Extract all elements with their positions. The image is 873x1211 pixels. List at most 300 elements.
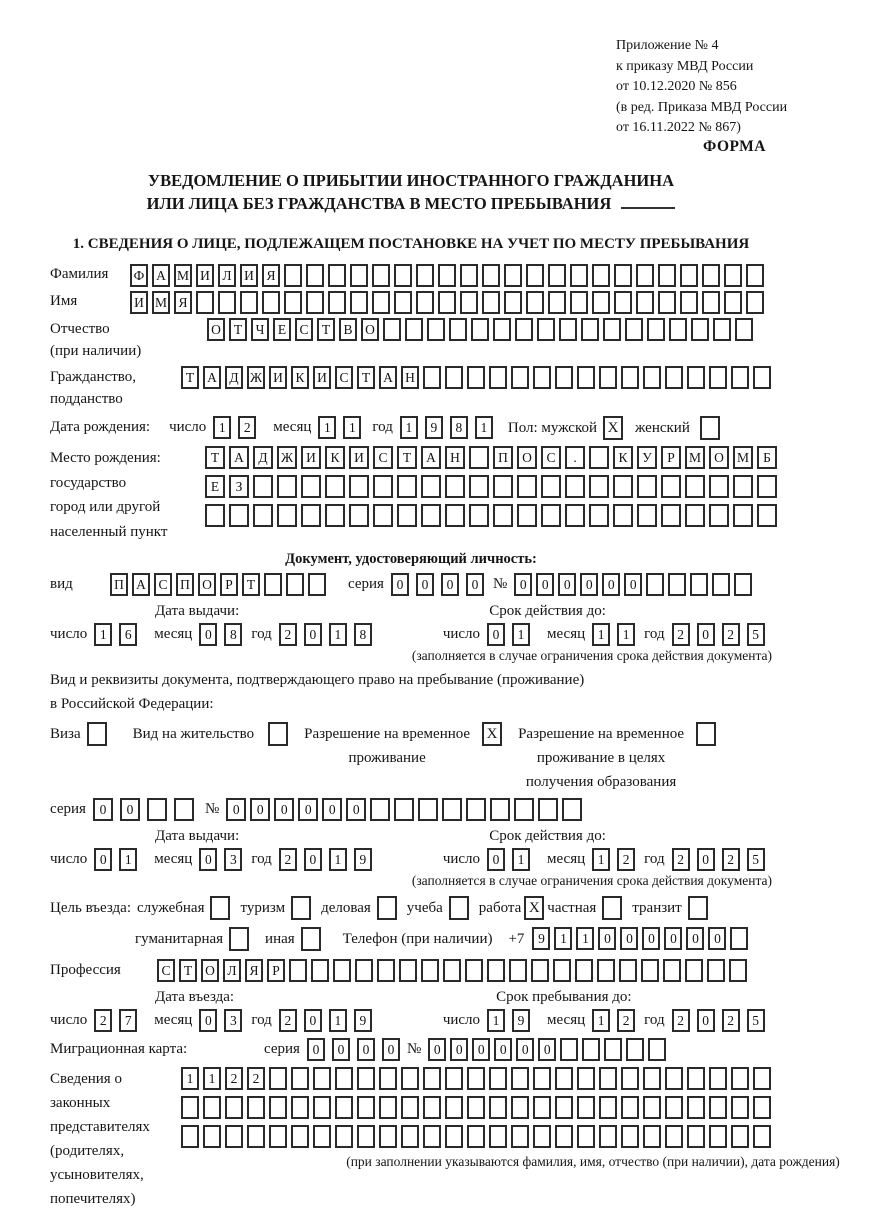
char-cell[interactable] <box>636 291 654 314</box>
representatives-row3-boxes[interactable] <box>181 1125 873 1148</box>
char-cell[interactable]: 2 <box>722 848 740 871</box>
char-cell[interactable] <box>691 318 709 341</box>
char-cell[interactable] <box>599 1067 617 1090</box>
residence-permit-checkbox[interactable] <box>268 722 288 746</box>
res-valid-month-boxes[interactable] <box>592 848 642 871</box>
char-cell[interactable]: 0 <box>120 798 140 821</box>
sex-male-checkbox[interactable] <box>603 416 623 440</box>
char-cell[interactable] <box>291 896 311 920</box>
char-cell[interactable] <box>687 1096 705 1119</box>
char-cell[interactable]: 1 <box>592 1009 610 1032</box>
char-cell[interactable]: 0 <box>304 848 322 871</box>
sex-female-checkbox[interactable] <box>700 416 720 440</box>
char-cell[interactable] <box>277 475 297 498</box>
char-cell[interactable]: К <box>291 366 309 389</box>
char-cell[interactable]: 0 <box>558 573 576 596</box>
char-cell[interactable] <box>643 366 661 389</box>
char-cell[interactable]: 0 <box>428 1038 446 1061</box>
char-cell[interactable] <box>690 573 708 596</box>
char-cell[interactable]: 0 <box>93 798 113 821</box>
char-cell[interactable]: 0 <box>250 798 270 821</box>
char-cell[interactable] <box>643 1067 661 1090</box>
res-series-boxes[interactable] <box>93 798 201 821</box>
purpose-work-checkbox[interactable] <box>524 896 544 920</box>
char-cell[interactable] <box>269 1125 287 1148</box>
char-cell[interactable] <box>687 366 705 389</box>
char-cell[interactable] <box>604 1038 622 1061</box>
char-cell[interactable] <box>469 504 489 527</box>
char-cell[interactable]: Т <box>205 446 225 469</box>
char-cell[interactable] <box>577 366 595 389</box>
char-cell[interactable]: 0 <box>642 927 660 950</box>
char-cell[interactable]: 2 <box>617 1009 635 1032</box>
char-cell[interactable] <box>565 504 585 527</box>
char-cell[interactable]: 0 <box>382 1038 400 1061</box>
char-cell[interactable] <box>87 722 107 746</box>
purpose-private-checkbox[interactable] <box>602 896 622 920</box>
char-cell[interactable] <box>291 1096 309 1119</box>
char-cell[interactable] <box>709 1125 727 1148</box>
char-cell[interactable]: 9 <box>354 1009 372 1032</box>
char-cell[interactable] <box>648 1038 666 1061</box>
char-cell[interactable] <box>313 1125 331 1148</box>
char-cell[interactable]: О <box>517 446 537 469</box>
char-cell[interactable] <box>757 475 777 498</box>
char-cell[interactable] <box>658 291 676 314</box>
char-cell[interactable]: 0 <box>304 623 322 646</box>
char-cell[interactable]: 0 <box>346 798 366 821</box>
char-cell[interactable] <box>541 475 561 498</box>
char-cell[interactable] <box>289 959 307 982</box>
char-cell[interactable] <box>264 573 282 596</box>
char-cell[interactable] <box>225 1096 243 1119</box>
char-cell[interactable] <box>724 264 742 287</box>
char-cell[interactable] <box>350 264 368 287</box>
char-cell[interactable] <box>467 1096 485 1119</box>
char-cell[interactable] <box>592 264 610 287</box>
char-cell[interactable] <box>589 504 609 527</box>
char-cell[interactable] <box>680 264 698 287</box>
char-cell[interactable]: Т <box>242 573 260 596</box>
char-cell[interactable] <box>665 366 683 389</box>
char-cell[interactable]: Я <box>262 264 280 287</box>
char-cell[interactable] <box>349 504 369 527</box>
char-cell[interactable]: 2 <box>279 848 297 871</box>
char-cell[interactable]: А <box>379 366 397 389</box>
char-cell[interactable]: Н <box>401 366 419 389</box>
char-cell[interactable] <box>533 1067 551 1090</box>
char-cell[interactable]: 9 <box>425 416 443 439</box>
char-cell[interactable]: Т <box>357 366 375 389</box>
char-cell[interactable] <box>515 318 533 341</box>
char-cell[interactable] <box>735 318 753 341</box>
char-cell[interactable] <box>465 959 483 982</box>
id-issue-year-boxes[interactable] <box>279 623 379 646</box>
char-cell[interactable] <box>562 798 582 821</box>
char-cell[interactable]: 9 <box>354 848 372 871</box>
birth-month-boxes[interactable] <box>318 416 368 439</box>
char-cell[interactable] <box>504 264 522 287</box>
char-cell[interactable] <box>357 1125 375 1148</box>
char-cell[interactable]: 0 <box>536 573 554 596</box>
char-cell[interactable] <box>349 475 369 498</box>
representatives-row1-boxes[interactable] <box>181 1067 873 1090</box>
char-cell[interactable]: И <box>349 446 369 469</box>
char-cell[interactable]: 0 <box>620 927 638 950</box>
char-cell[interactable] <box>467 1125 485 1148</box>
char-cell[interactable] <box>181 1096 199 1119</box>
char-cell[interactable] <box>445 504 465 527</box>
char-cell[interactable] <box>306 264 324 287</box>
char-cell[interactable]: 0 <box>472 1038 490 1061</box>
char-cell[interactable]: 0 <box>697 1009 715 1032</box>
char-cell[interactable]: Р <box>220 573 238 596</box>
char-cell[interactable] <box>174 798 194 821</box>
char-cell[interactable]: Т <box>317 318 335 341</box>
char-cell[interactable] <box>399 959 417 982</box>
char-cell[interactable]: 0 <box>466 573 484 596</box>
citizenship-boxes[interactable] <box>181 366 775 389</box>
char-cell[interactable] <box>490 798 510 821</box>
char-cell[interactable] <box>449 318 467 341</box>
char-cell[interactable] <box>599 366 617 389</box>
char-cell[interactable] <box>269 1096 287 1119</box>
char-cell[interactable]: 0 <box>274 798 294 821</box>
char-cell[interactable] <box>372 264 390 287</box>
char-cell[interactable]: 0 <box>697 848 715 871</box>
char-cell[interactable] <box>646 573 664 596</box>
char-cell[interactable] <box>599 1125 617 1148</box>
char-cell[interactable] <box>599 1096 617 1119</box>
purpose-business-checkbox[interactable] <box>377 896 397 920</box>
char-cell[interactable] <box>621 1125 639 1148</box>
patronymic-boxes[interactable] <box>207 318 757 341</box>
char-cell[interactable] <box>262 291 280 314</box>
char-cell[interactable] <box>731 1067 749 1090</box>
char-cell[interactable] <box>421 504 441 527</box>
char-cell[interactable] <box>493 475 513 498</box>
char-cell[interactable]: А <box>421 446 441 469</box>
char-cell[interactable] <box>665 1125 683 1148</box>
char-cell[interactable] <box>306 291 324 314</box>
char-cell[interactable]: М <box>174 264 192 287</box>
char-cell[interactable] <box>203 1125 221 1148</box>
char-cell[interactable]: 2 <box>247 1067 265 1090</box>
char-cell[interactable] <box>730 927 748 950</box>
char-cell[interactable]: С <box>157 959 175 982</box>
char-cell[interactable]: X <box>524 896 544 920</box>
char-cell[interactable]: А <box>229 446 249 469</box>
char-cell[interactable] <box>423 366 441 389</box>
char-cell[interactable] <box>377 959 395 982</box>
char-cell[interactable]: Р <box>267 959 285 982</box>
purpose-study-checkbox[interactable] <box>449 896 469 920</box>
char-cell[interactable]: 2 <box>225 1067 243 1090</box>
char-cell[interactable]: Ж <box>247 366 265 389</box>
char-cell[interactable]: . <box>565 446 585 469</box>
char-cell[interactable]: Д <box>253 446 273 469</box>
char-cell[interactable] <box>669 318 687 341</box>
char-cell[interactable] <box>643 1125 661 1148</box>
char-cell[interactable]: П <box>176 573 194 596</box>
char-cell[interactable] <box>537 318 555 341</box>
id-valid-day-boxes[interactable] <box>487 623 537 646</box>
birthplace-row1-boxes[interactable] <box>205 446 781 469</box>
char-cell[interactable] <box>269 1067 287 1090</box>
char-cell[interactable] <box>301 927 321 951</box>
visa-checkbox[interactable] <box>87 722 107 746</box>
char-cell[interactable]: 1 <box>329 848 347 871</box>
char-cell[interactable] <box>325 504 345 527</box>
char-cell[interactable]: 2 <box>672 1009 690 1032</box>
char-cell[interactable]: 8 <box>224 623 242 646</box>
char-cell[interactable] <box>731 1125 749 1148</box>
stay-day-boxes[interactable] <box>487 1009 537 1032</box>
char-cell[interactable] <box>661 504 681 527</box>
char-cell[interactable] <box>636 264 654 287</box>
char-cell[interactable] <box>328 291 346 314</box>
char-cell[interactable] <box>357 1096 375 1119</box>
char-cell[interactable] <box>421 959 439 982</box>
char-cell[interactable] <box>469 446 489 469</box>
char-cell[interactable]: 2 <box>238 416 256 439</box>
char-cell[interactable] <box>333 959 351 982</box>
char-cell[interactable]: 0 <box>686 927 704 950</box>
char-cell[interactable] <box>443 959 461 982</box>
char-cell[interactable] <box>709 475 729 498</box>
char-cell[interactable] <box>597 959 615 982</box>
char-cell[interactable] <box>526 291 544 314</box>
char-cell[interactable] <box>680 291 698 314</box>
char-cell[interactable]: 1 <box>554 927 572 950</box>
char-cell[interactable]: 0 <box>624 573 642 596</box>
char-cell[interactable]: 2 <box>672 848 690 871</box>
char-cell[interactable] <box>668 573 686 596</box>
char-cell[interactable] <box>373 504 393 527</box>
char-cell[interactable] <box>731 366 749 389</box>
entry-month-boxes[interactable] <box>199 1009 249 1032</box>
char-cell[interactable]: Ж <box>277 446 297 469</box>
char-cell[interactable] <box>291 1125 309 1148</box>
char-cell[interactable] <box>625 318 643 341</box>
char-cell[interactable]: 0 <box>391 573 409 596</box>
char-cell[interactable]: С <box>373 446 393 469</box>
doc-series-boxes[interactable] <box>391 573 491 596</box>
char-cell[interactable] <box>284 291 302 314</box>
char-cell[interactable]: 0 <box>199 848 217 871</box>
doc-kind-boxes[interactable] <box>110 573 330 596</box>
char-cell[interactable]: 1 <box>400 416 418 439</box>
char-cell[interactable] <box>205 504 225 527</box>
id-issue-month-boxes[interactable] <box>199 623 249 646</box>
char-cell[interactable]: И <box>313 366 331 389</box>
char-cell[interactable] <box>355 959 373 982</box>
char-cell[interactable] <box>643 1096 661 1119</box>
char-cell[interactable] <box>427 318 445 341</box>
char-cell[interactable] <box>548 264 566 287</box>
char-cell[interactable]: С <box>154 573 172 596</box>
char-cell[interactable]: 5 <box>747 848 765 871</box>
char-cell[interactable] <box>196 291 214 314</box>
char-cell[interactable] <box>702 291 720 314</box>
char-cell[interactable] <box>661 475 681 498</box>
char-cell[interactable] <box>511 366 529 389</box>
entry-year-boxes[interactable] <box>279 1009 379 1032</box>
char-cell[interactable] <box>565 475 585 498</box>
char-cell[interactable] <box>707 959 725 982</box>
char-cell[interactable]: 5 <box>747 623 765 646</box>
char-cell[interactable]: 9 <box>532 927 550 950</box>
char-cell[interactable] <box>301 475 321 498</box>
char-cell[interactable]: И <box>301 446 321 469</box>
char-cell[interactable]: Т <box>397 446 417 469</box>
char-cell[interactable] <box>335 1067 353 1090</box>
char-cell[interactable] <box>713 318 731 341</box>
char-cell[interactable]: П <box>493 446 513 469</box>
char-cell[interactable] <box>511 1125 529 1148</box>
char-cell[interactable]: 3 <box>224 848 242 871</box>
char-cell[interactable] <box>421 475 441 498</box>
birthplace-row3-boxes[interactable] <box>205 504 781 527</box>
char-cell[interactable] <box>247 1096 265 1119</box>
char-cell[interactable] <box>665 1067 683 1090</box>
char-cell[interactable] <box>504 291 522 314</box>
name-boxes[interactable] <box>130 291 768 314</box>
char-cell[interactable] <box>445 1067 463 1090</box>
char-cell[interactable] <box>460 291 478 314</box>
char-cell[interactable]: 9 <box>512 1009 530 1032</box>
char-cell[interactable] <box>753 1067 771 1090</box>
char-cell[interactable]: 1 <box>475 416 493 439</box>
char-cell[interactable] <box>253 475 273 498</box>
char-cell[interactable]: У <box>637 446 657 469</box>
birthplace-row2-boxes[interactable] <box>205 475 781 498</box>
char-cell[interactable]: 8 <box>450 416 468 439</box>
char-cell[interactable] <box>709 1067 727 1090</box>
char-cell[interactable] <box>383 318 401 341</box>
purpose-other-checkbox[interactable] <box>301 927 321 951</box>
char-cell[interactable]: 0 <box>416 573 434 596</box>
char-cell[interactable]: 2 <box>672 623 690 646</box>
char-cell[interactable] <box>555 1067 573 1090</box>
char-cell[interactable] <box>559 318 577 341</box>
char-cell[interactable]: 0 <box>708 927 726 950</box>
char-cell[interactable]: П <box>110 573 128 596</box>
char-cell[interactable] <box>658 264 676 287</box>
char-cell[interactable]: 3 <box>224 1009 242 1032</box>
char-cell[interactable] <box>442 798 462 821</box>
char-cell[interactable]: 2 <box>617 848 635 871</box>
char-cell[interactable] <box>493 318 511 341</box>
char-cell[interactable] <box>753 366 771 389</box>
char-cell[interactable]: 2 <box>279 623 297 646</box>
char-cell[interactable] <box>663 959 681 982</box>
char-cell[interactable] <box>489 366 507 389</box>
char-cell[interactable] <box>570 264 588 287</box>
char-cell[interactable] <box>577 1096 595 1119</box>
char-cell[interactable] <box>753 1125 771 1148</box>
char-cell[interactable] <box>746 291 764 314</box>
char-cell[interactable]: 8 <box>354 623 372 646</box>
char-cell[interactable]: 0 <box>450 1038 468 1061</box>
char-cell[interactable] <box>533 1096 551 1119</box>
char-cell[interactable] <box>511 1096 529 1119</box>
char-cell[interactable] <box>493 504 513 527</box>
temp-residence-edu-checkbox[interactable] <box>696 722 716 746</box>
char-cell[interactable] <box>589 475 609 498</box>
purpose-official-checkbox[interactable] <box>210 896 230 920</box>
char-cell[interactable] <box>647 318 665 341</box>
char-cell[interactable]: 0 <box>487 623 505 646</box>
char-cell[interactable] <box>533 1125 551 1148</box>
char-cell[interactable]: 1 <box>119 848 137 871</box>
char-cell[interactable]: 2 <box>722 623 740 646</box>
char-cell[interactable] <box>709 366 727 389</box>
char-cell[interactable]: Р <box>661 446 681 469</box>
char-cell[interactable] <box>560 1038 578 1061</box>
char-cell[interactable] <box>637 504 657 527</box>
char-cell[interactable] <box>733 475 753 498</box>
char-cell[interactable]: К <box>613 446 633 469</box>
char-cell[interactable] <box>589 446 609 469</box>
char-cell[interactable] <box>469 475 489 498</box>
char-cell[interactable] <box>577 1067 595 1090</box>
char-cell[interactable] <box>746 264 764 287</box>
char-cell[interactable] <box>301 504 321 527</box>
char-cell[interactable] <box>533 366 551 389</box>
char-cell[interactable]: 0 <box>357 1038 375 1061</box>
char-cell[interactable] <box>619 959 637 982</box>
char-cell[interactable]: 2 <box>722 1009 740 1032</box>
char-cell[interactable] <box>401 1125 419 1148</box>
char-cell[interactable] <box>394 798 414 821</box>
char-cell[interactable] <box>685 475 705 498</box>
char-cell[interactable] <box>147 798 167 821</box>
char-cell[interactable]: 0 <box>602 573 620 596</box>
char-cell[interactable]: 0 <box>516 1038 534 1061</box>
char-cell[interactable]: 0 <box>697 623 715 646</box>
res-valid-day-boxes[interactable] <box>487 848 537 871</box>
char-cell[interactable] <box>449 896 469 920</box>
char-cell[interactable] <box>418 798 438 821</box>
char-cell[interactable] <box>467 1067 485 1090</box>
char-cell[interactable] <box>423 1067 441 1090</box>
char-cell[interactable]: С <box>295 318 313 341</box>
char-cell[interactable] <box>423 1096 441 1119</box>
char-cell[interactable] <box>291 1067 309 1090</box>
char-cell[interactable] <box>734 573 752 596</box>
char-cell[interactable] <box>379 1125 397 1148</box>
char-cell[interactable] <box>357 1067 375 1090</box>
char-cell[interactable] <box>603 318 621 341</box>
char-cell[interactable] <box>514 798 534 821</box>
char-cell[interactable]: Е <box>273 318 291 341</box>
char-cell[interactable] <box>284 264 302 287</box>
char-cell[interactable]: 0 <box>538 1038 556 1061</box>
char-cell[interactable]: 1 <box>181 1067 199 1090</box>
char-cell[interactable]: Я <box>245 959 263 982</box>
id-valid-year-boxes[interactable] <box>672 623 772 646</box>
char-cell[interactable] <box>687 1067 705 1090</box>
char-cell[interactable] <box>555 1125 573 1148</box>
char-cell[interactable] <box>570 291 588 314</box>
char-cell[interactable] <box>325 475 345 498</box>
char-cell[interactable] <box>466 798 486 821</box>
char-cell[interactable]: Б <box>757 446 777 469</box>
char-cell[interactable] <box>445 1096 463 1119</box>
char-cell[interactable]: 0 <box>664 927 682 950</box>
char-cell[interactable] <box>685 959 703 982</box>
